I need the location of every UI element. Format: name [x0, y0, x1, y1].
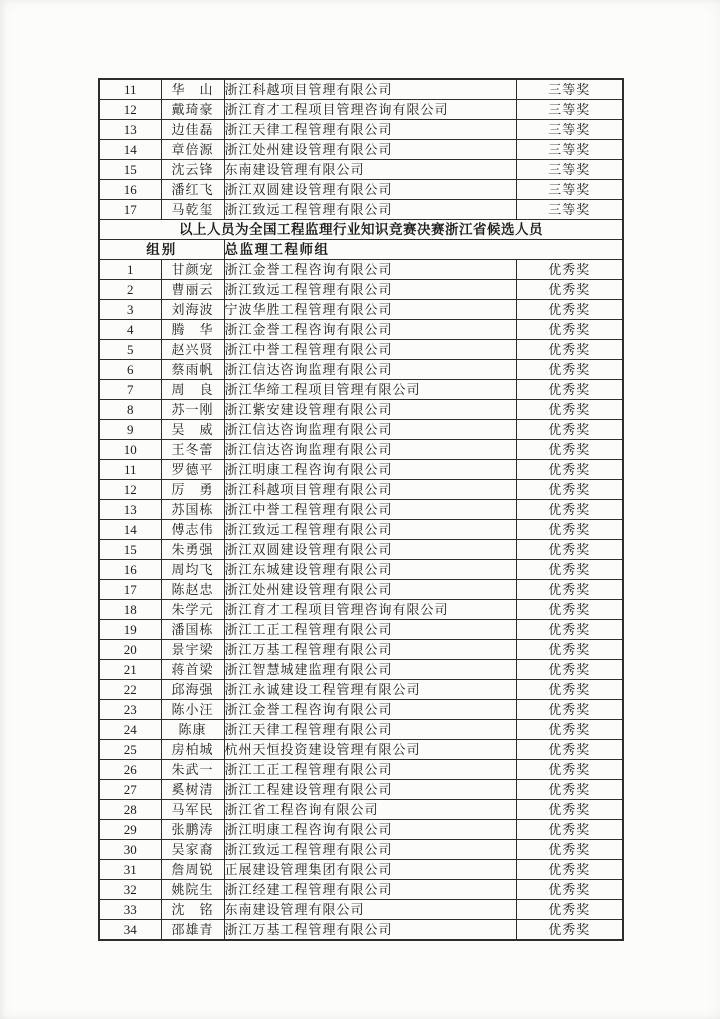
- award-cell: 优秀奖: [516, 880, 623, 900]
- row-number-cell: 2: [99, 280, 161, 300]
- table-row: [99, 820, 623, 840]
- row-number-cell: 8: [99, 400, 161, 420]
- person-name-cell: 王冬蕾: [161, 440, 224, 460]
- company-cell: 浙江育才工程项目管理咨询有限公司: [224, 600, 516, 620]
- company-cell: 浙江双圆建设管理有限公司: [224, 540, 516, 560]
- table-row: [99, 700, 623, 720]
- table-row: [99, 500, 623, 520]
- company-cell: 浙江工正工程管理有限公司: [224, 760, 516, 780]
- person-name-cell: 蔡雨帆: [161, 360, 224, 380]
- person-name-cell: 潘国栋: [161, 620, 224, 640]
- table-row: [99, 760, 623, 780]
- row-number-cell: 20: [99, 640, 161, 660]
- person-name-cell: 张鹏涛: [161, 820, 224, 840]
- company-cell: 浙江双圆建设管理有限公司: [224, 180, 516, 200]
- table-row: [99, 560, 623, 580]
- company-cell: 浙江天律工程管理有限公司: [224, 720, 516, 740]
- person-name-cell: 朱勇强: [161, 540, 224, 560]
- company-cell: 杭州天恒投资建设管理有限公司: [224, 740, 516, 760]
- award-cell: 优秀奖: [516, 420, 623, 440]
- table-row: [99, 920, 623, 941]
- award-cell: 优秀奖: [516, 840, 623, 860]
- row-number-cell: 23: [99, 700, 161, 720]
- award-cell: 优秀奖: [516, 300, 623, 320]
- table-row: [99, 540, 623, 560]
- excellence-section: [99, 260, 623, 941]
- table-row: [99, 580, 623, 600]
- row-number-cell: 27: [99, 780, 161, 800]
- award-cell: 优秀奖: [516, 500, 623, 520]
- award-cell: 三等奖: [516, 180, 623, 200]
- person-name-cell: 周 良: [161, 380, 224, 400]
- table-row: [99, 740, 623, 760]
- awards-table: [98, 78, 624, 941]
- person-name-cell: 朱学元: [161, 600, 224, 620]
- table-row: [99, 140, 623, 160]
- row-number-cell: 25: [99, 740, 161, 760]
- row-number-cell: 34: [99, 920, 161, 941]
- person-name-cell: 苏国栋: [161, 500, 224, 520]
- table-row: [99, 180, 623, 200]
- company-cell: 浙江中誉工程管理有限公司: [224, 500, 516, 520]
- award-cell: 优秀奖: [516, 440, 623, 460]
- row-number-cell: 17: [99, 200, 161, 220]
- table-row: [99, 460, 623, 480]
- award-cell: 优秀奖: [516, 800, 623, 820]
- person-name-cell: 曹丽云: [161, 280, 224, 300]
- company-cell: 浙江明康工程咨询有限公司: [224, 460, 516, 480]
- person-name-cell: 马军民: [161, 800, 224, 820]
- award-cell: 优秀奖: [516, 600, 623, 620]
- person-name-cell: 周均飞: [161, 560, 224, 580]
- award-cell: 优秀奖: [516, 620, 623, 640]
- person-name-cell: 边佳磊: [161, 120, 224, 140]
- person-name-cell: 沈云锋: [161, 160, 224, 180]
- row-number-cell: 11: [99, 79, 161, 100]
- table-row: [99, 100, 623, 120]
- row-number-cell: 1: [99, 260, 161, 280]
- award-cell: 优秀奖: [516, 460, 623, 480]
- row-number-cell: 26: [99, 760, 161, 780]
- table-row: [99, 480, 623, 500]
- group-header-row: [99, 240, 623, 260]
- row-number-cell: 16: [99, 560, 161, 580]
- award-cell: 优秀奖: [516, 760, 623, 780]
- table-row: [99, 680, 623, 700]
- company-cell: 浙江工正工程管理有限公司: [224, 620, 516, 640]
- row-number-cell: 17: [99, 580, 161, 600]
- company-cell: 浙江致远工程管理有限公司: [224, 200, 516, 220]
- row-number-cell: 21: [99, 660, 161, 680]
- row-number-cell: 14: [99, 140, 161, 160]
- person-name-cell: 沈 铭: [161, 900, 224, 920]
- person-name-cell: 甘颜宠: [161, 260, 224, 280]
- middle-section: [99, 220, 623, 260]
- award-cell: 优秀奖: [516, 900, 623, 920]
- company-cell: 浙江科越项目管理有限公司: [224, 79, 516, 100]
- award-cell: 优秀奖: [516, 480, 623, 500]
- company-cell: 浙江工程建设管理有限公司: [224, 780, 516, 800]
- row-number-cell: 31: [99, 860, 161, 880]
- third-prize-section: [99, 79, 623, 220]
- company-cell: 浙江东城建设管理有限公司: [224, 560, 516, 580]
- award-cell: 优秀奖: [516, 520, 623, 540]
- table-row: [99, 860, 623, 880]
- table-row: [99, 620, 623, 640]
- person-name-cell: 景宇梁: [161, 640, 224, 660]
- award-cell: 优秀奖: [516, 340, 623, 360]
- group-value-cell: 总监理工程师组: [224, 240, 623, 260]
- award-cell: 优秀奖: [516, 320, 623, 340]
- row-number-cell: 6: [99, 360, 161, 380]
- table-row: [99, 440, 623, 460]
- table-row: [99, 640, 623, 660]
- company-cell: 浙江金誉工程咨询有限公司: [224, 700, 516, 720]
- company-cell: 浙江万基工程管理有限公司: [224, 920, 516, 941]
- award-cell: 优秀奖: [516, 540, 623, 560]
- award-cell: 优秀奖: [516, 660, 623, 680]
- award-cell: 优秀奖: [516, 580, 623, 600]
- row-number-cell: 4: [99, 320, 161, 340]
- table-row: [99, 160, 623, 180]
- person-name-cell: 朱武一: [161, 760, 224, 780]
- note-text: 以上人员为全国工程监理行业知识竞赛决赛浙江省候选人员: [99, 220, 623, 240]
- row-number-cell: 15: [99, 540, 161, 560]
- company-cell: 正展建设管理集团有限公司: [224, 860, 516, 880]
- table-row: [99, 660, 623, 680]
- row-number-cell: 14: [99, 520, 161, 540]
- person-name-cell: 赵兴贤: [161, 340, 224, 360]
- award-cell: 优秀奖: [516, 380, 623, 400]
- person-name-cell: 陈小汪: [161, 700, 224, 720]
- row-number-cell: 29: [99, 820, 161, 840]
- company-cell: 浙江明康工程咨询有限公司: [224, 820, 516, 840]
- table-row: [99, 900, 623, 920]
- person-name-cell: 华 山: [161, 79, 224, 100]
- company-cell: 浙江省工程咨询有限公司: [224, 800, 516, 820]
- company-cell: 浙江金誉工程咨询有限公司: [224, 320, 516, 340]
- table-row: [99, 780, 623, 800]
- award-cell: 优秀奖: [516, 720, 623, 740]
- table-row: [99, 340, 623, 360]
- row-number-cell: 12: [99, 100, 161, 120]
- company-cell: 浙江信达咨询监理有限公司: [224, 360, 516, 380]
- table-row: [99, 600, 623, 620]
- person-name-cell: 吴 威: [161, 420, 224, 440]
- row-number-cell: 13: [99, 500, 161, 520]
- person-name-cell: 罗德平: [161, 460, 224, 480]
- company-cell: 浙江华缔工程项目管理有限公司: [224, 380, 516, 400]
- table-row: [99, 79, 623, 100]
- company-cell: 浙江信达咨询监理有限公司: [224, 440, 516, 460]
- company-cell: 浙江金誉工程咨询有限公司: [224, 260, 516, 280]
- table-row: [99, 400, 623, 420]
- row-number-cell: 30: [99, 840, 161, 860]
- person-name-cell: 潘红飞: [161, 180, 224, 200]
- row-number-cell: 5: [99, 340, 161, 360]
- row-number-cell: 12: [99, 480, 161, 500]
- award-cell: 三等奖: [516, 200, 623, 220]
- award-cell: 优秀奖: [516, 360, 623, 380]
- award-cell: 三等奖: [516, 100, 623, 120]
- award-cell: 优秀奖: [516, 260, 623, 280]
- company-cell: 宁波华胜工程管理有限公司: [224, 300, 516, 320]
- company-cell: 浙江科越项目管理有限公司: [224, 480, 516, 500]
- row-number-cell: 19: [99, 620, 161, 640]
- row-number-cell: 33: [99, 900, 161, 920]
- award-cell: 优秀奖: [516, 680, 623, 700]
- row-number-cell: 10: [99, 440, 161, 460]
- table-row: [99, 200, 623, 220]
- person-name-cell: 苏一刚: [161, 400, 224, 420]
- person-name-cell: 戴琦豪: [161, 100, 224, 120]
- company-cell: 浙江中誉工程管理有限公司: [224, 340, 516, 360]
- award-cell: 三等奖: [516, 79, 623, 100]
- table-row: [99, 280, 623, 300]
- company-cell: 浙江智慧城建监理有限公司: [224, 660, 516, 680]
- group-label-cell: 组别: [99, 240, 224, 260]
- table-row: [99, 880, 623, 900]
- row-number-cell: 3: [99, 300, 161, 320]
- table-row: [99, 320, 623, 340]
- company-cell: 浙江致远工程管理有限公司: [224, 840, 516, 860]
- row-number-cell: 15: [99, 160, 161, 180]
- award-cell: 优秀奖: [516, 920, 623, 941]
- company-cell: 浙江万基工程管理有限公司: [224, 640, 516, 660]
- company-cell: 浙江致远工程管理有限公司: [224, 280, 516, 300]
- person-name-cell: 姚院生: [161, 880, 224, 900]
- person-name-cell: 邵雄青: [161, 920, 224, 941]
- person-name-cell: 傅志伟: [161, 520, 224, 540]
- table-row: [99, 120, 623, 140]
- company-cell: 东南建设管理有限公司: [224, 900, 516, 920]
- person-name-cell: 陈康: [161, 720, 224, 740]
- award-cell: 三等奖: [516, 140, 623, 160]
- person-name-cell: 奚树清: [161, 780, 224, 800]
- table-row: [99, 360, 623, 380]
- company-cell: 浙江育才工程项目管理咨询有限公司: [224, 100, 516, 120]
- person-name-cell: 马乾玺: [161, 200, 224, 220]
- row-number-cell: 28: [99, 800, 161, 820]
- award-cell: 三等奖: [516, 120, 623, 140]
- table-row: [99, 720, 623, 740]
- award-cell: 优秀奖: [516, 400, 623, 420]
- row-number-cell: 24: [99, 720, 161, 740]
- award-cell: 优秀奖: [516, 700, 623, 720]
- person-name-cell: 章倍源: [161, 140, 224, 160]
- note-row: [99, 220, 623, 240]
- person-name-cell: 邱海强: [161, 680, 224, 700]
- table-row: [99, 420, 623, 440]
- company-cell: 浙江经建工程管理有限公司: [224, 880, 516, 900]
- table-row: [99, 260, 623, 280]
- person-name-cell: 詹周锐: [161, 860, 224, 880]
- award-cell: 优秀奖: [516, 640, 623, 660]
- company-cell: 浙江紫安建设管理有限公司: [224, 400, 516, 420]
- row-number-cell: 11: [99, 460, 161, 480]
- award-cell: 优秀奖: [516, 820, 623, 840]
- person-name-cell: 蒋首梁: [161, 660, 224, 680]
- award-cell: 三等奖: [516, 160, 623, 180]
- company-cell: 浙江信达咨询监理有限公司: [224, 420, 516, 440]
- company-cell: 浙江致远工程管理有限公司: [224, 520, 516, 540]
- row-number-cell: 9: [99, 420, 161, 440]
- table-row: [99, 800, 623, 820]
- person-name-cell: 陈赵忠: [161, 580, 224, 600]
- person-name-cell: 腾 华: [161, 320, 224, 340]
- company-cell: 浙江处州建设管理有限公司: [224, 140, 516, 160]
- award-cell: 优秀奖: [516, 560, 623, 580]
- table-row: [99, 840, 623, 860]
- company-cell: 浙江处州建设管理有限公司: [224, 580, 516, 600]
- row-number-cell: 18: [99, 600, 161, 620]
- table-row: [99, 380, 623, 400]
- row-number-cell: 7: [99, 380, 161, 400]
- table-row: [99, 520, 623, 540]
- company-cell: 东南建设管理有限公司: [224, 160, 516, 180]
- person-name-cell: 厉 勇: [161, 480, 224, 500]
- award-cell: 优秀奖: [516, 860, 623, 880]
- person-name-cell: 吴家裔: [161, 840, 224, 860]
- row-number-cell: 32: [99, 880, 161, 900]
- award-cell: 优秀奖: [516, 780, 623, 800]
- row-number-cell: 16: [99, 180, 161, 200]
- person-name-cell: 房柏城: [161, 740, 224, 760]
- award-cell: 优秀奖: [516, 740, 623, 760]
- award-cell: 优秀奖: [516, 280, 623, 300]
- row-number-cell: 13: [99, 120, 161, 140]
- person-name-cell: 刘海波: [161, 300, 224, 320]
- row-number-cell: 22: [99, 680, 161, 700]
- table-row: [99, 300, 623, 320]
- company-cell: 浙江天律工程管理有限公司: [224, 120, 516, 140]
- company-cell: 浙江永诚建设工程管理有限公司: [224, 680, 516, 700]
